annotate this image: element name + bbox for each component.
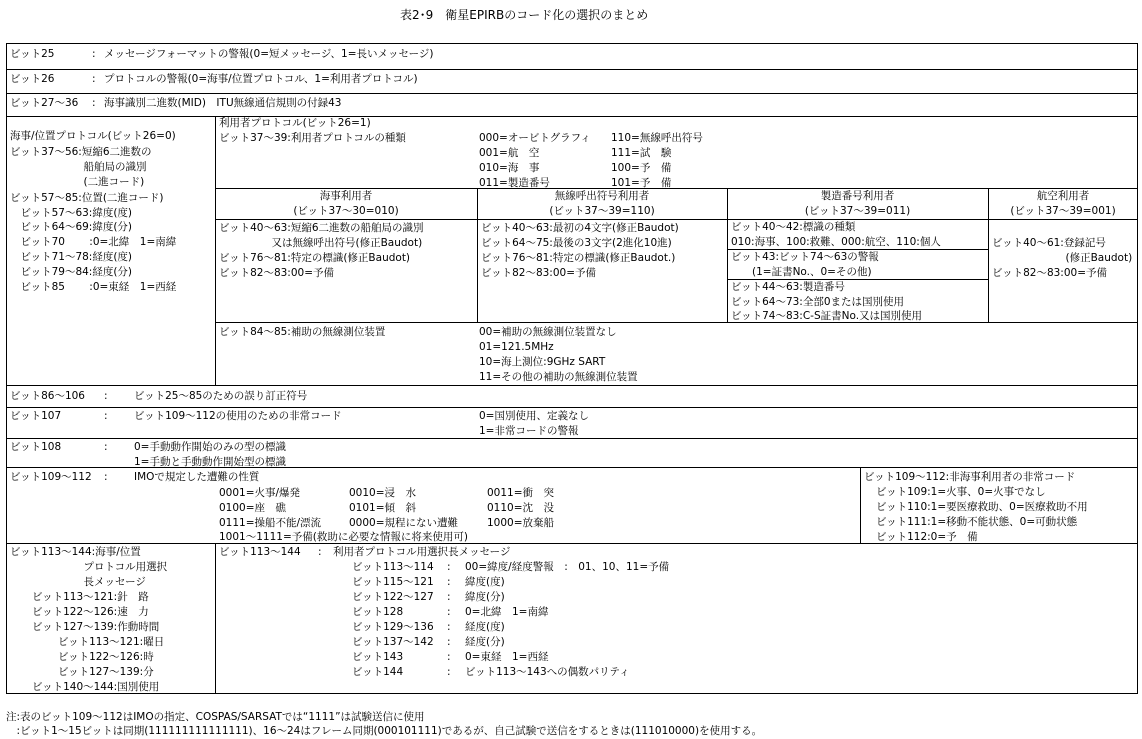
maritime-line: ビット79～84:経度(分) bbox=[10, 266, 133, 278]
long-msg-bits: ビット122～127 bbox=[352, 591, 434, 603]
serial-user-line: ビット74～83:C-S証書No.又は国別使用 bbox=[731, 310, 923, 322]
long-msg-left: ビット127～139:分 bbox=[58, 666, 154, 678]
distress-code: 0010=浸 水 bbox=[349, 487, 417, 499]
long-msg-bits: ビット128 bbox=[352, 606, 404, 618]
row-b108-colon: : bbox=[104, 441, 108, 453]
row-b107-text: ビット109～112の使用のための非常コード bbox=[134, 410, 342, 422]
user-type: 111=試 験 bbox=[611, 147, 672, 159]
long-msg-desc: 緯度(分) bbox=[465, 591, 505, 603]
col-header-serial: 製造番号利用者 bbox=[820, 190, 895, 202]
long-msg-desc: ビット113～143への偶数パリティ bbox=[465, 666, 630, 678]
row-b86-text: ビット25～85のための誤り訂正符号 bbox=[134, 390, 308, 402]
user-type: 101=予 備 bbox=[611, 177, 672, 189]
long-msg-left: プロトコル用選択 bbox=[10, 561, 168, 573]
maritime-line: ビット70 :0=北緯 1=南緯 bbox=[10, 236, 177, 248]
long-msg-left: ビット122～126:時 bbox=[58, 651, 154, 663]
distress-code: 0110=沈 没 bbox=[487, 502, 555, 514]
long-msg-desc: 経度(分) bbox=[465, 636, 505, 648]
long-msg-bits: ビット144 bbox=[352, 666, 404, 678]
maritime-line: (二進コード) bbox=[10, 176, 145, 188]
row-b25-label: ビット25 bbox=[10, 48, 55, 60]
long-msg-bits: ビット143 bbox=[352, 651, 404, 663]
non-maritime-line: ビット111:1=移動不能状態、0=可動状態 bbox=[876, 516, 1078, 528]
row-b27-colon: : bbox=[92, 97, 96, 109]
long-msg-colon: : bbox=[447, 636, 451, 648]
row-b27-text: 海事識別二進数(MID) ITU無線通信規則の付録43 bbox=[104, 97, 342, 109]
col-sub-aviation: (ビット37～39=001) bbox=[1010, 205, 1116, 217]
maritime-user-line: ビット82～83:00=予備 bbox=[219, 267, 334, 279]
row-b26-text: プロトコルの警報(0=海事/位置プロトコル、1=利用者プロトコル) bbox=[104, 73, 418, 85]
aux-value: 01=121.5MHz bbox=[479, 341, 554, 353]
row-b109-label: ビット109～112 bbox=[10, 471, 92, 483]
row-b26-label: ビット26 bbox=[10, 73, 55, 85]
distress-code: 0100=座 礁 bbox=[219, 502, 287, 514]
user-protocol-title: 利用者プロトコル(ビット26=1) bbox=[219, 117, 371, 129]
long-msg-bits: ビット129～136 bbox=[352, 621, 434, 633]
aux-value: 10=海上測位:9GHz SART bbox=[479, 356, 606, 368]
row-b25-colon: : bbox=[92, 48, 96, 60]
long-msg-colon: : bbox=[447, 561, 451, 573]
long-msg-left: ビット113～144:海事/位置 bbox=[10, 546, 141, 558]
long-msg-left: ビット127～139:作動時間 bbox=[32, 621, 160, 633]
aviation-user-line: ビット40～61:登録記号 bbox=[992, 237, 1106, 249]
long-msg-right-colon: : bbox=[318, 546, 322, 558]
non-maritime-line: ビット109:1=火事、0=火事でなし bbox=[876, 486, 1046, 498]
non-maritime-line: ビット112:0=予 備 bbox=[876, 531, 978, 543]
long-msg-colon: : bbox=[447, 621, 451, 633]
long-msg-colon: : bbox=[447, 651, 451, 663]
maritime-user-line: ビット40～63:短縮6二進数の船舶局の識別 bbox=[219, 222, 424, 234]
long-msg-left: ビット122～126:速 力 bbox=[32, 606, 149, 618]
long-msg-desc: 0=東経 1=西経 bbox=[465, 651, 549, 663]
distress-code: 1001～1111=予備(救助に必要な情報に将来使用可) bbox=[219, 531, 468, 543]
row-b107-value: 0=国別使用、定義なし bbox=[479, 410, 589, 422]
user-type: 000=オービトグラフィ bbox=[479, 132, 591, 144]
user-type: 011=製造番号 bbox=[479, 177, 550, 189]
col-header-aviation: 航空利用者 bbox=[1036, 190, 1090, 202]
long-msg-colon: : bbox=[447, 666, 451, 678]
row-b109-colon: : bbox=[104, 471, 108, 483]
maritime-line: ビット64～69:緯度(分) bbox=[10, 221, 133, 233]
long-msg-left: 長メッセージ bbox=[10, 576, 146, 588]
col-sub-callsign: (ビット37～39=110) bbox=[549, 205, 655, 217]
maritime-line: ビット57～85:位置(二進コード) bbox=[10, 192, 164, 204]
row-b109-text: IMOで規定した遭難の性質 bbox=[134, 471, 260, 483]
user-type: 001=航 空 bbox=[479, 147, 540, 159]
serial-user-line: ビット40～42:標識の種類 bbox=[731, 221, 856, 233]
row-b107-label: ビット107 bbox=[10, 410, 62, 422]
serial-user-line: 010:海事、100:救難、000:航空、110:個人 bbox=[731, 236, 941, 248]
page-title: 表2･9 衛星EPIRBのコード化の選択のまとめ bbox=[400, 8, 649, 22]
row-b107-colon: : bbox=[104, 410, 108, 422]
aux-value: 11=その他の補助の無線測位装置 bbox=[479, 371, 638, 383]
non-maritime-title: ビット109～112:非海事利用者の非常コード bbox=[864, 471, 1076, 483]
long-msg-bits: ビット115～121 bbox=[352, 576, 434, 588]
user-type: 100=予 備 bbox=[611, 162, 672, 174]
col-header-maritime: 海事利用者 bbox=[319, 190, 373, 202]
long-msg-desc: 00=緯度/経度警報 : 01、10、11=予備 bbox=[465, 561, 670, 573]
col-header-callsign: 無線呼出符号利用者 bbox=[554, 190, 650, 202]
callsign-user-line: ビット64～75:最後の3文字(2進化10進) bbox=[481, 237, 672, 249]
long-msg-left: ビット113～121:針 路 bbox=[32, 591, 149, 603]
footnote: :ビット1～15ビットは同期(111111111111111)、16～24はフレーム同期(000101111)であるが、自己試験で送信をするときは(111010000)を使用する。 bbox=[6, 725, 763, 737]
serial-user-line: ビット64～73:全部0または国別使用 bbox=[731, 296, 905, 308]
user-type: 110=無線呼出符号 bbox=[611, 132, 703, 144]
row-b108-value: 0=手動動作開始のみの型の標識 bbox=[134, 441, 286, 453]
maritime-line: 船舶局の識別 bbox=[10, 161, 147, 173]
distress-code: 0000=規程にない遭難 bbox=[349, 517, 459, 529]
col-sub-serial: (ビット37～39=011) bbox=[804, 205, 911, 217]
long-msg-right-title: 利用者プロトコル用選択長メッセージ bbox=[333, 546, 511, 558]
user-type: 010=海 事 bbox=[479, 162, 540, 174]
long-msg-left: ビット113～121:曜日 bbox=[58, 636, 165, 648]
row-b26-colon: : bbox=[92, 73, 96, 85]
maritime-line: ビット37～56:短縮6二進数の bbox=[10, 146, 152, 158]
distress-code: 1000=放棄船 bbox=[487, 517, 555, 529]
distress-code: 0011=衝 突 bbox=[487, 487, 555, 499]
maritime-line: ビット71～78:経度(度) bbox=[10, 251, 133, 263]
serial-user-line: (1=証書No.、0=その他) bbox=[731, 266, 872, 278]
row-b27-label: ビット27～36 bbox=[10, 97, 79, 109]
long-msg-desc: 0=北緯 1=南緯 bbox=[465, 606, 549, 618]
row-b108-label: ビット108 bbox=[10, 441, 62, 453]
serial-user-line: ビット44～63:製造番号 bbox=[731, 281, 845, 293]
row-b108-value: 1=手動と手動動作開始型の標識 bbox=[134, 456, 286, 468]
non-maritime-line: ビット110:1=要医療救助、0=医療救助不用 bbox=[876, 501, 1088, 513]
aux-value: 00=補助の無線測位装置なし bbox=[479, 326, 617, 338]
maritime-line: 海事/位置プロトコル(ビット26=0) bbox=[10, 130, 176, 142]
callsign-user-line: ビット76～81:特定の標識(修正Baudot.) bbox=[481, 252, 676, 264]
maritime-line: ビット57～63:緯度(度) bbox=[10, 207, 133, 219]
callsign-user-line: ビット40～63:最初の4文字(修正Baudot) bbox=[481, 222, 679, 234]
long-msg-bits: ビット137～142 bbox=[352, 636, 434, 648]
col-sub-maritime: (ビット37～30=010) bbox=[293, 205, 399, 217]
maritime-user-line: ビット76～81:特定の標識(修正Baudot) bbox=[219, 252, 411, 264]
aviation-user-line: ビット82～83:00=予備 bbox=[992, 267, 1107, 279]
user-protocol-type-label: ビット37～39:利用者プロトコルの種類 bbox=[219, 132, 406, 144]
long-msg-colon: : bbox=[447, 606, 451, 618]
long-msg-colon: : bbox=[447, 576, 451, 588]
long-msg-desc: 緯度(度) bbox=[465, 576, 505, 588]
row-b107-value: 1=非常コードの警報 bbox=[479, 425, 579, 437]
maritime-user-line: 又は無線呼出符号(修正Baudot) bbox=[219, 237, 423, 249]
row-b86-colon: : bbox=[104, 390, 108, 402]
footnote: 注:表のビット109～112はIMOの指定、COSPAS/SARSATでは“1111”は試験送信に使用 bbox=[6, 711, 425, 723]
long-msg-right-label: ビット113～144 bbox=[219, 546, 301, 558]
distress-code: 0111=操船不能/漂流 bbox=[219, 517, 322, 529]
long-msg-desc: 経度(度) bbox=[465, 621, 505, 633]
distress-code: 0101=傾 斜 bbox=[349, 502, 417, 514]
row-b25-text: メッセージフォーマットの警報(0=短メッセージ、1=長いメッセージ) bbox=[104, 48, 434, 60]
aviation-user-line: (修正Baudot) bbox=[992, 252, 1133, 264]
aux-label: ビット84～85:補助の無線測位装置 bbox=[219, 326, 386, 338]
long-msg-colon: : bbox=[447, 591, 451, 603]
long-msg-bits: ビット113～114 bbox=[352, 561, 434, 573]
long-msg-left: ビット140～144:国別使用 bbox=[32, 681, 160, 693]
row-b86-label: ビット86～106 bbox=[10, 390, 85, 402]
callsign-user-line: ビット82～83:00=予備 bbox=[481, 267, 596, 279]
serial-user-line: ビット43:ビット74～63の警報 bbox=[731, 251, 879, 263]
distress-code: 0001=火事/爆発 bbox=[219, 487, 301, 499]
maritime-line: ビット85 :0=東経 1=西経 bbox=[10, 281, 177, 293]
